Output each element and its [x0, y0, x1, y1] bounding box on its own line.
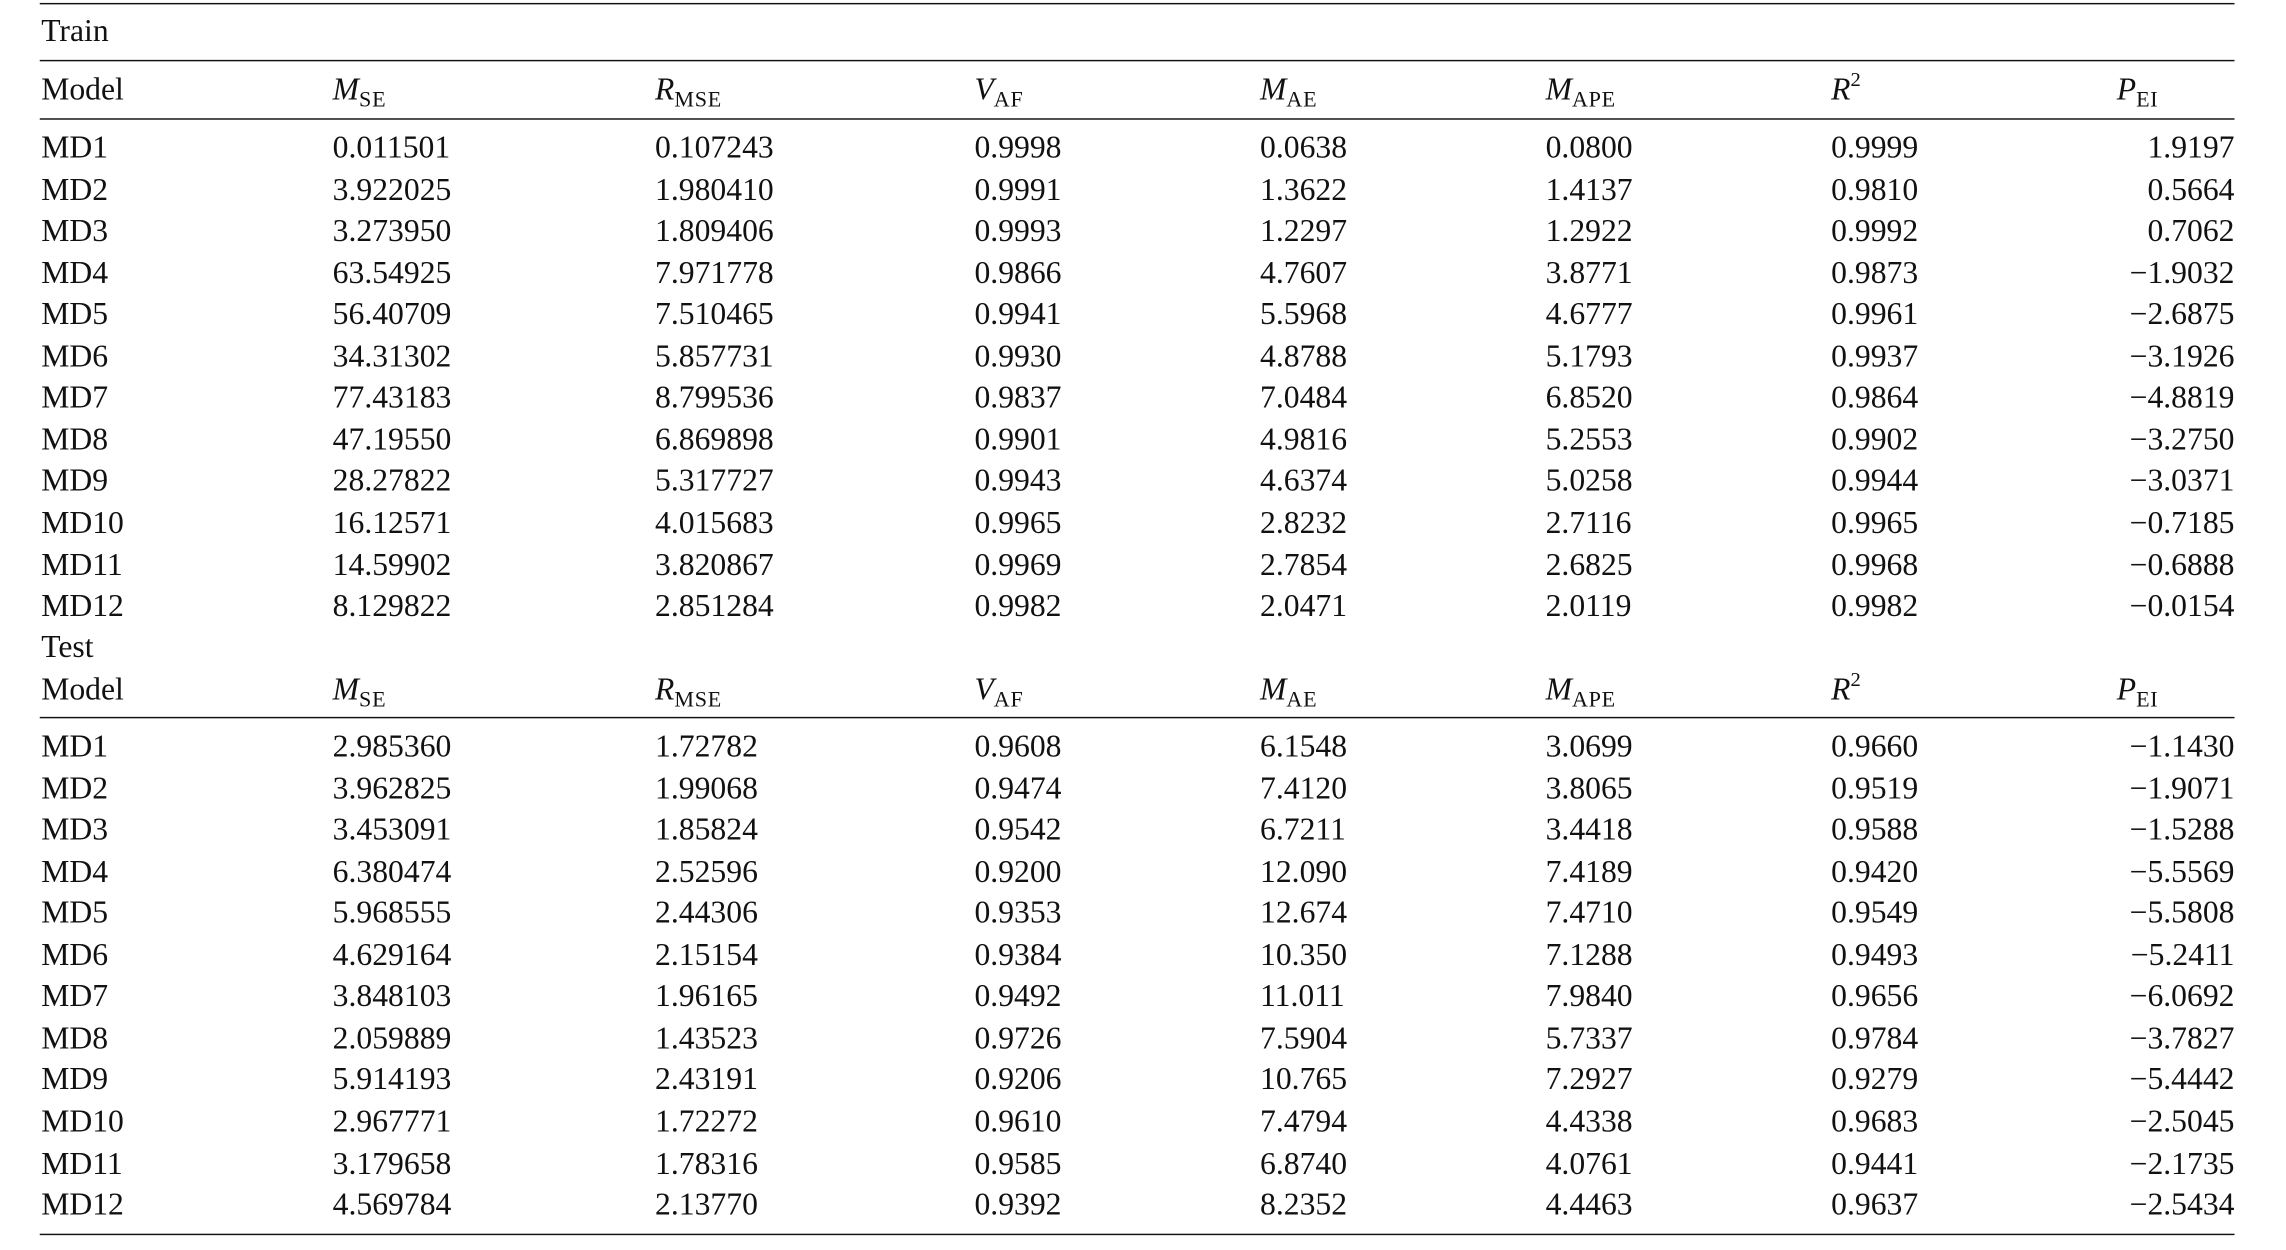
- value-cell: 0.9969: [974, 546, 1062, 582]
- value-cell: 7.9840: [1545, 978, 1633, 1014]
- value-cell: 7.971778: [655, 254, 774, 291]
- column-header: [332, 671, 387, 713]
- table-row: [0, 1061, 2286, 1103]
- column-symbol: M: [1260, 71, 1287, 107]
- value-cell: 2.8232: [1260, 505, 1348, 541]
- value-cell: 0.9474: [974, 770, 1062, 806]
- value-cell: 1.3622: [1260, 171, 1348, 207]
- value-cell: 1.85824: [655, 811, 758, 847]
- value-cell: 0.9999: [1831, 129, 1919, 165]
- value-cell: 4.9816: [1260, 421, 1348, 457]
- column-header: [1260, 71, 1318, 113]
- value-cell: 8.2352: [1260, 1187, 1348, 1223]
- value-cell: 0.9902: [1831, 421, 1919, 457]
- column-symbol: R: [655, 71, 675, 107]
- value-cell: 3.848103: [332, 978, 452, 1014]
- column-symbol: V: [974, 71, 994, 107]
- value-cell: 0.9637: [1831, 1187, 1919, 1223]
- value-cell: −4.8819: [2129, 380, 2235, 416]
- value-cell: 0.0800: [1545, 129, 1633, 165]
- column-symbol: R: [1831, 671, 1851, 707]
- table-row: [0, 338, 2286, 379]
- model-cell: MD1: [41, 728, 109, 764]
- value-cell: 0.9982: [974, 588, 1062, 624]
- value-cell: 4.569784: [332, 1187, 452, 1223]
- value-cell: 0.9279: [1831, 1061, 1919, 1098]
- column-subscript: MSE: [674, 689, 722, 713]
- value-cell: 10.765: [1260, 1061, 1348, 1098]
- value-cell: 2.6825: [1545, 546, 1633, 582]
- value-cell: 8.129822: [332, 588, 452, 624]
- column-subscript: APE: [1571, 89, 1616, 113]
- value-cell: 5.2553: [1545, 421, 1633, 457]
- table-row: [0, 380, 2286, 421]
- model-cell: MD2: [41, 770, 109, 806]
- value-cell: 0.9943: [974, 463, 1062, 499]
- value-cell: 4.4463: [1545, 1187, 1633, 1223]
- value-cell: 10.350: [1260, 936, 1348, 972]
- value-cell: 1.96165: [655, 978, 758, 1014]
- value-cell: 11.011: [1260, 978, 1345, 1014]
- value-cell: 2.985360: [332, 728, 452, 764]
- column-subscript: AE: [1286, 89, 1318, 113]
- column-header: [1545, 71, 1616, 113]
- value-cell: 6.7211: [1260, 811, 1346, 847]
- value-cell: 5.968555: [332, 895, 452, 931]
- value-cell: 0.011501: [332, 129, 451, 165]
- value-cell: 0.9982: [1831, 588, 1919, 624]
- value-cell: 5.914193: [332, 1061, 452, 1098]
- value-cell: 0.9206: [974, 1061, 1062, 1098]
- header-rule-train: [40, 60, 2235, 61]
- value-cell: 4.6374: [1260, 463, 1348, 499]
- column-header: [2116, 671, 2159, 713]
- table-row: [0, 588, 2286, 629]
- value-cell: 77.43183: [332, 380, 452, 416]
- value-cell: 1.2297: [1260, 213, 1348, 249]
- value-cell: 2.44306: [655, 895, 758, 931]
- value-cell: 2.43191: [655, 1061, 758, 1098]
- value-cell: 0.107243: [655, 129, 774, 165]
- column-symbol: R: [1831, 71, 1851, 107]
- value-cell: 2.7116: [1545, 505, 1632, 541]
- table-row: [0, 770, 2286, 811]
- value-cell: 0.9683: [1831, 1103, 1919, 1139]
- model-cell: MD4: [41, 853, 109, 889]
- model-cell: MD5: [41, 296, 109, 332]
- column-subscript: AF: [993, 689, 1024, 713]
- value-cell: 0.7062: [2147, 213, 2235, 249]
- table-row: [0, 728, 2286, 769]
- value-cell: 16.12571: [332, 505, 452, 541]
- model-cell: MD9: [41, 1061, 109, 1098]
- value-cell: 2.967771: [332, 1103, 452, 1139]
- value-cell: 3.922025: [332, 171, 452, 207]
- value-cell: 1.980410: [655, 171, 774, 207]
- value-cell: 0.9420: [1831, 853, 1919, 889]
- model-cell: MD6: [41, 936, 109, 972]
- column-subscript: SE: [359, 689, 387, 713]
- value-cell: 0.9998: [974, 129, 1062, 165]
- model-cell: MD10: [41, 1103, 124, 1139]
- value-cell: 0.9991: [974, 171, 1062, 207]
- column-header: [974, 671, 1024, 713]
- table-row: [0, 1020, 2286, 1061]
- value-cell: 7.510465: [655, 296, 774, 332]
- header-row-test: [0, 670, 2286, 713]
- model-cell: MD8: [41, 421, 109, 457]
- column-rule-test: [40, 717, 2235, 718]
- column-subscript: AE: [1286, 689, 1318, 713]
- value-cell: 5.7337: [1545, 1020, 1633, 1056]
- value-cell: 6.380474: [332, 853, 452, 889]
- value-cell: 56.40709: [332, 296, 452, 332]
- value-cell: 2.13770: [655, 1187, 758, 1223]
- table-row: [0, 463, 2286, 504]
- value-cell: 0.9837: [974, 380, 1062, 416]
- column-rule-train: [40, 118, 2235, 119]
- value-cell: 3.273950: [332, 213, 452, 249]
- column-header: [655, 71, 722, 113]
- table-row: [0, 546, 2286, 588]
- value-cell: 28.27822: [332, 463, 452, 499]
- value-cell: 0.9810: [1831, 171, 1919, 207]
- value-cell: −1.5288: [2129, 811, 2235, 847]
- table-row: [0, 853, 2286, 894]
- column-symbol: P: [2116, 671, 2137, 707]
- value-cell: 0.9542: [974, 811, 1062, 847]
- value-cell: 0.9519: [1831, 770, 1919, 806]
- value-cell: 5.5968: [1260, 296, 1348, 332]
- column-header: [1831, 70, 1861, 107]
- value-cell: 3.4418: [1545, 811, 1633, 847]
- value-cell: 2.851284: [655, 588, 774, 624]
- column-symbol: R: [655, 671, 675, 707]
- section-label-test: Test: [41, 629, 94, 665]
- value-cell: −5.2411: [2130, 936, 2235, 972]
- table-row: [0, 505, 2286, 546]
- value-cell: −1.9071: [2129, 770, 2235, 806]
- value-cell: 4.629164: [332, 936, 452, 972]
- value-cell: 4.7607: [1260, 254, 1348, 291]
- table-row: [0, 421, 2286, 463]
- value-cell: 1.9197: [2147, 129, 2235, 165]
- value-cell: 3.0699: [1545, 728, 1633, 764]
- value-cell: 7.4120: [1260, 770, 1348, 806]
- table-row: [0, 129, 2286, 171]
- value-cell: −3.2750: [2129, 421, 2235, 457]
- value-cell: −3.0371: [2129, 463, 2235, 499]
- value-cell: 2.15154: [655, 936, 758, 972]
- column-header: Model: [41, 71, 124, 107]
- model-cell: MD7: [41, 380, 109, 416]
- column-header: Model: [41, 671, 124, 707]
- value-cell: −5.5808: [2129, 895, 2235, 931]
- column-subscript: MSE: [674, 89, 722, 113]
- value-cell: 0.9656: [1831, 978, 1919, 1014]
- value-cell: 0.5664: [2147, 171, 2235, 207]
- table-row: [0, 936, 2286, 978]
- column-symbol: M: [1260, 671, 1287, 707]
- value-cell: −0.0154: [2129, 588, 2235, 624]
- value-cell: 0.9384: [974, 936, 1062, 972]
- value-cell: 2.52596: [655, 853, 758, 889]
- header-row-train: [0, 70, 2286, 113]
- model-cell: MD12: [41, 588, 124, 624]
- value-cell: 0.9660: [1831, 728, 1919, 764]
- column-symbol: M: [332, 71, 360, 107]
- model-cell: MD8: [41, 1020, 109, 1056]
- table-row: [0, 171, 2286, 213]
- value-cell: 5.0258: [1545, 463, 1633, 499]
- value-cell: 0.9992: [1831, 213, 1919, 249]
- table-row: [0, 254, 2286, 296]
- table-row: [0, 811, 2286, 853]
- model-cell: MD6: [41, 338, 109, 374]
- column-superscript: 2: [1850, 70, 1861, 92]
- value-cell: 14.59902: [332, 546, 452, 582]
- value-cell: 2.7854: [1260, 546, 1348, 582]
- value-cell: 6.8740: [1260, 1145, 1348, 1181]
- value-cell: 7.5904: [1260, 1020, 1348, 1056]
- value-cell: 0.9610: [974, 1103, 1062, 1139]
- top-rule: [40, 3, 2235, 4]
- value-cell: 7.1288: [1545, 936, 1633, 972]
- value-cell: 3.962825: [332, 770, 452, 806]
- value-cell: 7.4710: [1545, 895, 1633, 931]
- value-cell: 4.015683: [655, 505, 774, 541]
- model-cell: MD3: [41, 811, 109, 847]
- model-cell: MD3: [41, 213, 109, 249]
- value-cell: 2.0119: [1545, 588, 1632, 624]
- value-cell: 0.0638: [1260, 129, 1348, 165]
- value-cell: 4.8788: [1260, 338, 1348, 374]
- value-cell: 1.99068: [655, 770, 758, 806]
- value-cell: −6.0692: [2129, 978, 2235, 1014]
- model-cell: MD5: [41, 895, 109, 931]
- value-cell: 0.9492: [974, 978, 1062, 1014]
- value-cell: 0.9901: [974, 421, 1062, 457]
- column-header: [655, 671, 722, 713]
- value-cell: 7.4189: [1545, 853, 1633, 889]
- value-cell: 1.809406: [655, 213, 774, 249]
- value-cell: 5.317727: [655, 463, 774, 499]
- value-cell: 1.4137: [1545, 171, 1633, 207]
- value-cell: 0.9585: [974, 1145, 1062, 1181]
- value-cell: 1.43523: [655, 1020, 758, 1056]
- column-header: [1545, 671, 1616, 713]
- value-cell: 0.9726: [974, 1020, 1062, 1056]
- column-symbol: M: [1545, 71, 1572, 107]
- value-cell: −1.9032: [2129, 254, 2235, 291]
- table-row: [0, 1103, 2286, 1145]
- column-symbol: M: [332, 671, 360, 707]
- value-cell: −5.4442: [2129, 1061, 2235, 1098]
- column-subscript: EI: [2136, 89, 2159, 113]
- table-row: [0, 213, 2286, 254]
- value-cell: 3.8771: [1545, 254, 1633, 291]
- value-cell: 0.9549: [1831, 895, 1919, 931]
- value-cell: 63.54925: [332, 254, 452, 291]
- value-cell: 4.4338: [1545, 1103, 1633, 1139]
- model-cell: MD4: [41, 254, 109, 291]
- value-cell: −1.1430: [2129, 728, 2235, 764]
- value-cell: 0.9608: [974, 728, 1062, 764]
- value-cell: 0.9353: [974, 895, 1062, 931]
- table-row: [0, 1145, 2286, 1186]
- section-label-train: Train: [41, 13, 109, 49]
- value-cell: 34.31302: [332, 338, 452, 374]
- column-header: [974, 71, 1024, 113]
- table-row: [0, 895, 2286, 936]
- value-cell: 3.8065: [1545, 770, 1633, 806]
- column-header: [1831, 670, 1861, 707]
- value-cell: 0.9961: [1831, 296, 1919, 332]
- model-cell: MD11: [41, 546, 123, 582]
- value-cell: 1.72782: [655, 728, 758, 764]
- value-cell: −3.7827: [2129, 1020, 2235, 1056]
- value-cell: 4.0761: [1545, 1145, 1633, 1181]
- table-row: [0, 978, 2286, 1020]
- value-cell: 1.72272: [655, 1103, 758, 1139]
- column-header: [332, 71, 387, 113]
- value-cell: 0.9441: [1831, 1145, 1919, 1181]
- value-cell: 2.059889: [332, 1020, 452, 1056]
- value-cell: 8.799536: [655, 380, 774, 416]
- value-cell: 0.9873: [1831, 254, 1919, 291]
- value-cell: 0.9930: [974, 338, 1062, 374]
- value-cell: 7.0484: [1260, 380, 1348, 416]
- value-cell: 0.9965: [1831, 505, 1919, 541]
- value-cell: 1.2922: [1545, 213, 1633, 249]
- column-symbol: P: [2116, 71, 2137, 107]
- model-cell: MD10: [41, 505, 124, 541]
- column-symbol: V: [974, 671, 994, 707]
- value-cell: 3.453091: [332, 811, 452, 847]
- value-cell: 0.9864: [1831, 380, 1919, 416]
- value-cell: 4.6777: [1545, 296, 1633, 332]
- value-cell: −0.7185: [2129, 505, 2235, 541]
- value-cell: 5.1793: [1545, 338, 1633, 374]
- model-cell: MD1: [41, 129, 109, 165]
- model-cell: MD9: [41, 463, 109, 499]
- value-cell: 0.9493: [1831, 936, 1919, 972]
- value-cell: 7.4794: [1260, 1103, 1348, 1139]
- table-row: [0, 296, 2286, 338]
- value-cell: 0.9866: [974, 254, 1062, 291]
- value-cell: 7.2927: [1545, 1061, 1633, 1098]
- model-cell: MD7: [41, 978, 109, 1014]
- value-cell: −2.5045: [2129, 1103, 2235, 1139]
- column-symbol: M: [1545, 671, 1572, 707]
- column-subscript: SE: [359, 89, 387, 113]
- value-cell: 1.78316: [655, 1145, 758, 1181]
- model-cell: MD11: [41, 1145, 123, 1181]
- value-cell: 0.9944: [1831, 463, 1919, 499]
- value-cell: −3.1926: [2129, 338, 2235, 374]
- value-cell: 3.820867: [655, 546, 774, 582]
- model-cell: MD2: [41, 171, 109, 207]
- value-cell: 2.0471: [1260, 588, 1348, 624]
- bottom-rule: [40, 1234, 2235, 1235]
- column-subscript: AF: [993, 89, 1024, 113]
- value-cell: 3.179658: [332, 1145, 452, 1181]
- value-cell: 5.857731: [655, 338, 774, 374]
- value-cell: 0.9200: [974, 853, 1062, 889]
- column-header: [1260, 671, 1318, 713]
- value-cell: 0.9392: [974, 1187, 1062, 1223]
- value-cell: 12.674: [1260, 895, 1348, 931]
- model-cell: MD12: [41, 1187, 124, 1223]
- column-subscript: EI: [2136, 689, 2159, 713]
- value-cell: −5.5569: [2129, 853, 2235, 889]
- value-cell: 0.9784: [1831, 1020, 1919, 1056]
- column-subscript: APE: [1571, 689, 1616, 713]
- value-cell: 6.1548: [1260, 728, 1348, 764]
- value-cell: 12.090: [1260, 853, 1348, 889]
- value-cell: −2.6875: [2129, 296, 2235, 332]
- value-cell: 0.9937: [1831, 338, 1919, 374]
- value-cell: −2.1735: [2129, 1145, 2235, 1181]
- column-header: [2116, 71, 2159, 113]
- value-cell: 0.9965: [974, 505, 1062, 541]
- value-cell: 6.869898: [655, 421, 774, 457]
- table-row: [0, 1187, 2286, 1228]
- value-cell: 47.19550: [332, 421, 452, 457]
- value-cell: −0.6888: [2129, 546, 2235, 582]
- value-cell: 0.9968: [1831, 546, 1919, 582]
- value-cell: 0.9941: [974, 296, 1062, 332]
- column-superscript: 2: [1850, 670, 1861, 693]
- value-cell: 0.9993: [974, 213, 1062, 249]
- value-cell: 6.8520: [1545, 380, 1633, 416]
- value-cell: 0.9588: [1831, 811, 1919, 847]
- value-cell: −2.5434: [2129, 1187, 2235, 1223]
